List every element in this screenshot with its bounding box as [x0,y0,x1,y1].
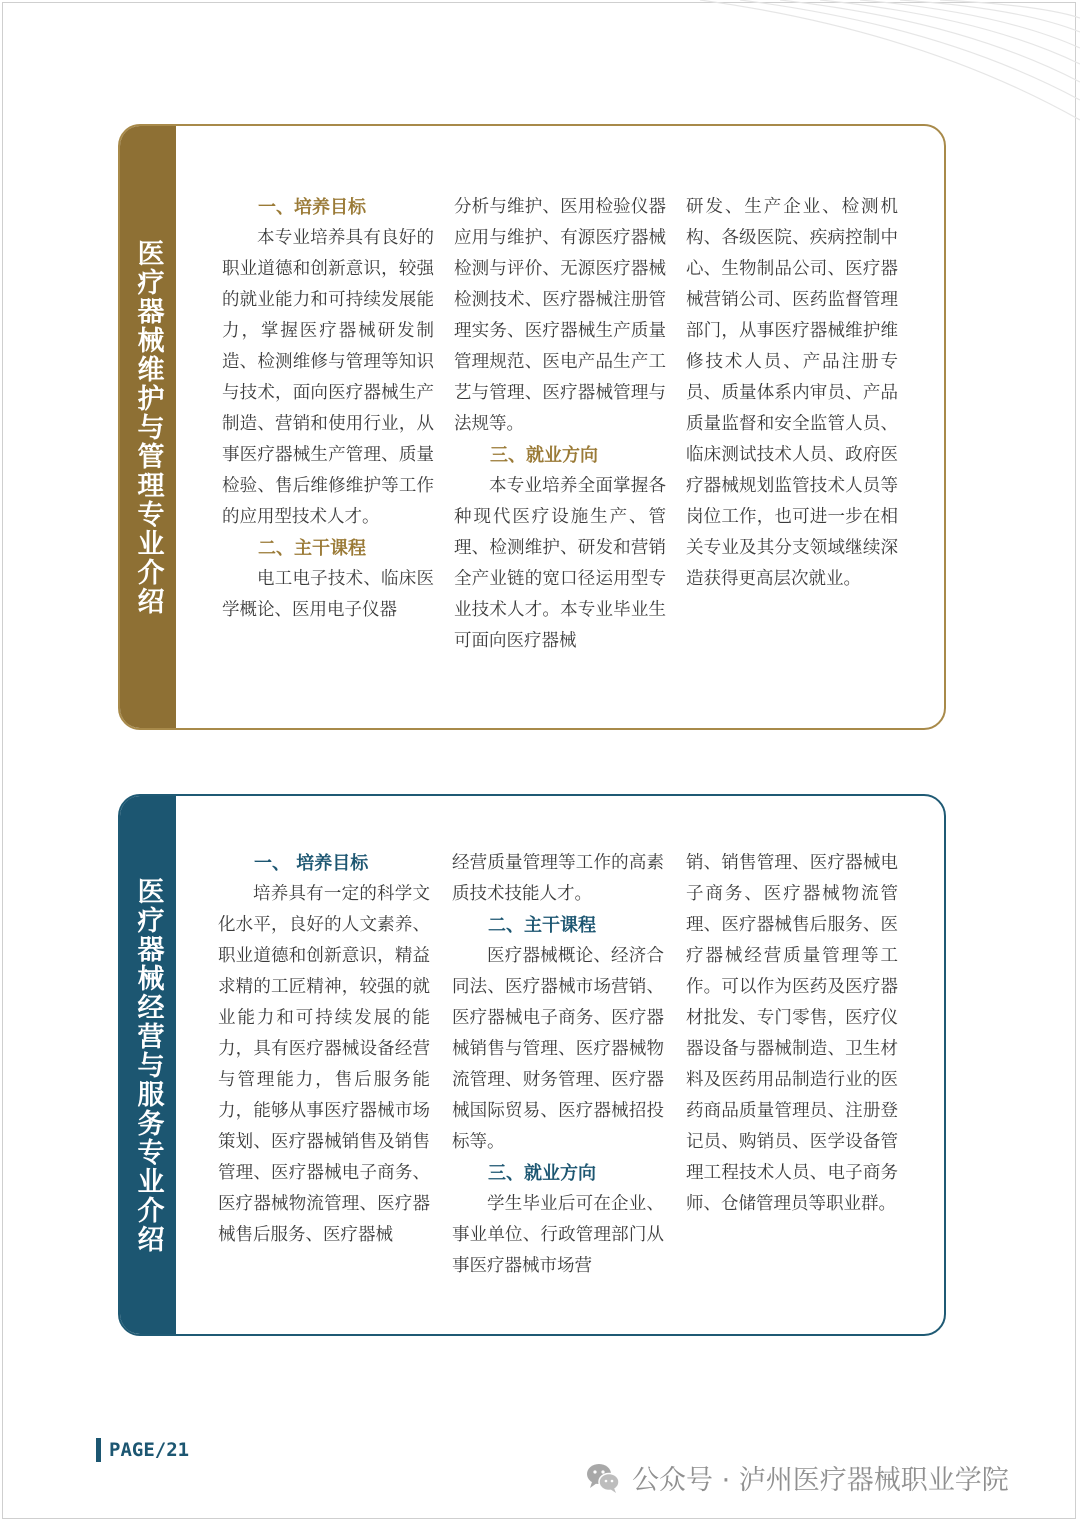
section-heading-employment: 三、就业方向 [488,1163,596,1184]
text-column-3 [686,192,898,595]
page-number-bar [96,1438,101,1462]
text-column-1 [222,192,434,626]
text-column-2 [452,848,664,1282]
paragraph-employment-cont: 研发、生产企业、检测机构、各级医院、疾病控制中心、生物制品公司、医疗器械营销公司、医药监督管理部门，从事医疗器械维护维修技术人员、产品注册专员、质量体系内审员、产品质量监督和安全监管人员、临床测试技术人员、政府医疗器械规划监管技术人员等岗位工作，也可进一步在相关专业及其分支领域继续深造获得更高层次就业。 [686,197,898,589]
card-side-tab [120,126,176,728]
section-heading-training-goal: 一、培养目标 [258,197,366,218]
paragraph-employment: 本专业培养全面掌握各种现代医疗设施生产、管理、检测维护、研发和营销全产业链的宽口径运用型专业技术人才。本专业毕业生可面向医疗器械 [454,476,666,651]
paragraph-employment: 学生毕业后可在企业、事业单位、行政管理部门从事医疗器械市场营 [452,1194,664,1276]
section-heading-training-goal: 一、 培养目标 [254,853,369,874]
paragraph-employment-cont: 销、销售管理、医疗器械电子商务、医疗器械物流管理、医疗器械售后服务、医疗器械经营质量管理等工作。可以作为医药及医疗器材批发、专门零售，医疗仪器设备与器械制造、卫生材料及医药用品制造行业的医药商品质量管理员、注册登记员、购销员、医学设备管理工程技术人员、电子商务师、仓储管理员等职业群。 [686,853,898,1214]
section-heading-core-courses: 二、主干课程 [488,915,596,936]
card-title: 医疗器械维护与管理专业介绍 [132,238,164,616]
card-side-tab [120,796,176,1334]
section-heading-core-courses: 二、主干课程 [258,538,366,559]
major-card-equipment-maintenance [118,124,946,730]
paragraph-training-goal: 本专业培养具有良好的职业道德和创新意识，较强的就业能力和可持续发展能力，掌握医疗器械研发制造、检测维修与管理等知识与技术，面向医疗器械生产制造、营销和使用行业，从事医疗器械生产管理、质量检验、售后维修维护等工作的应用型技术人才。 [222,228,434,527]
wechat-watermark [584,1458,1009,1497]
watermark-text: 公众号 · 泸州医疗器械职业学院 [632,1465,1009,1496]
paragraph-core-courses-cont: 分析与维护、医用检验仪器应用与维护、有源医疗器械检测与评价、无源医疗器械检测技术、医疗器械注册管理实务、医疗器械生产质量管理规范、医电产品生产工艺与管理、医疗器械管理与法规等。 [454,197,666,434]
paragraph-core-courses: 医疗器械概论、经济合同法、医疗器械市场营销、医疗器械电子商务、医疗器械销售与管理、医疗器械物流管理、财务管理、医疗器械国际贸易、医疗器械招投标等。 [452,946,664,1152]
section-heading-employment: 三、就业方向 [490,445,598,466]
text-column-1 [218,848,430,1251]
paragraph-training-goal: 培养具有一定的科学文化水平，良好的人文素养、职业道德和创新意识，精益求精的工匠精神，较强的就业能力和可持续发展的能力，具有医疗器械设备经营与管理能力，售后服务能力，能够从事医疗器械市场策划、医疗器械销售及销售管理、医疗器械电子商务、医疗器械物流管理、医疗器械售后服务、医疗器械 [218,884,430,1245]
decorative-arcs [660,0,1080,140]
text-column-3 [686,848,898,1220]
page-number-text: PAGE/21 [109,1439,190,1461]
major-card-equipment-business [118,794,946,1336]
card-title: 医疗器械经营与服务专业介绍 [132,876,164,1254]
paragraph-core-courses: 电工电子技术、临床医学概论、医用电子仪器 [222,569,434,620]
wechat-icon [584,1459,622,1497]
paragraph-training-goal-cont: 经营质量管理等工作的高素质技术技能人才。 [452,853,664,904]
page-number [96,1438,189,1462]
text-column-2 [454,192,666,657]
